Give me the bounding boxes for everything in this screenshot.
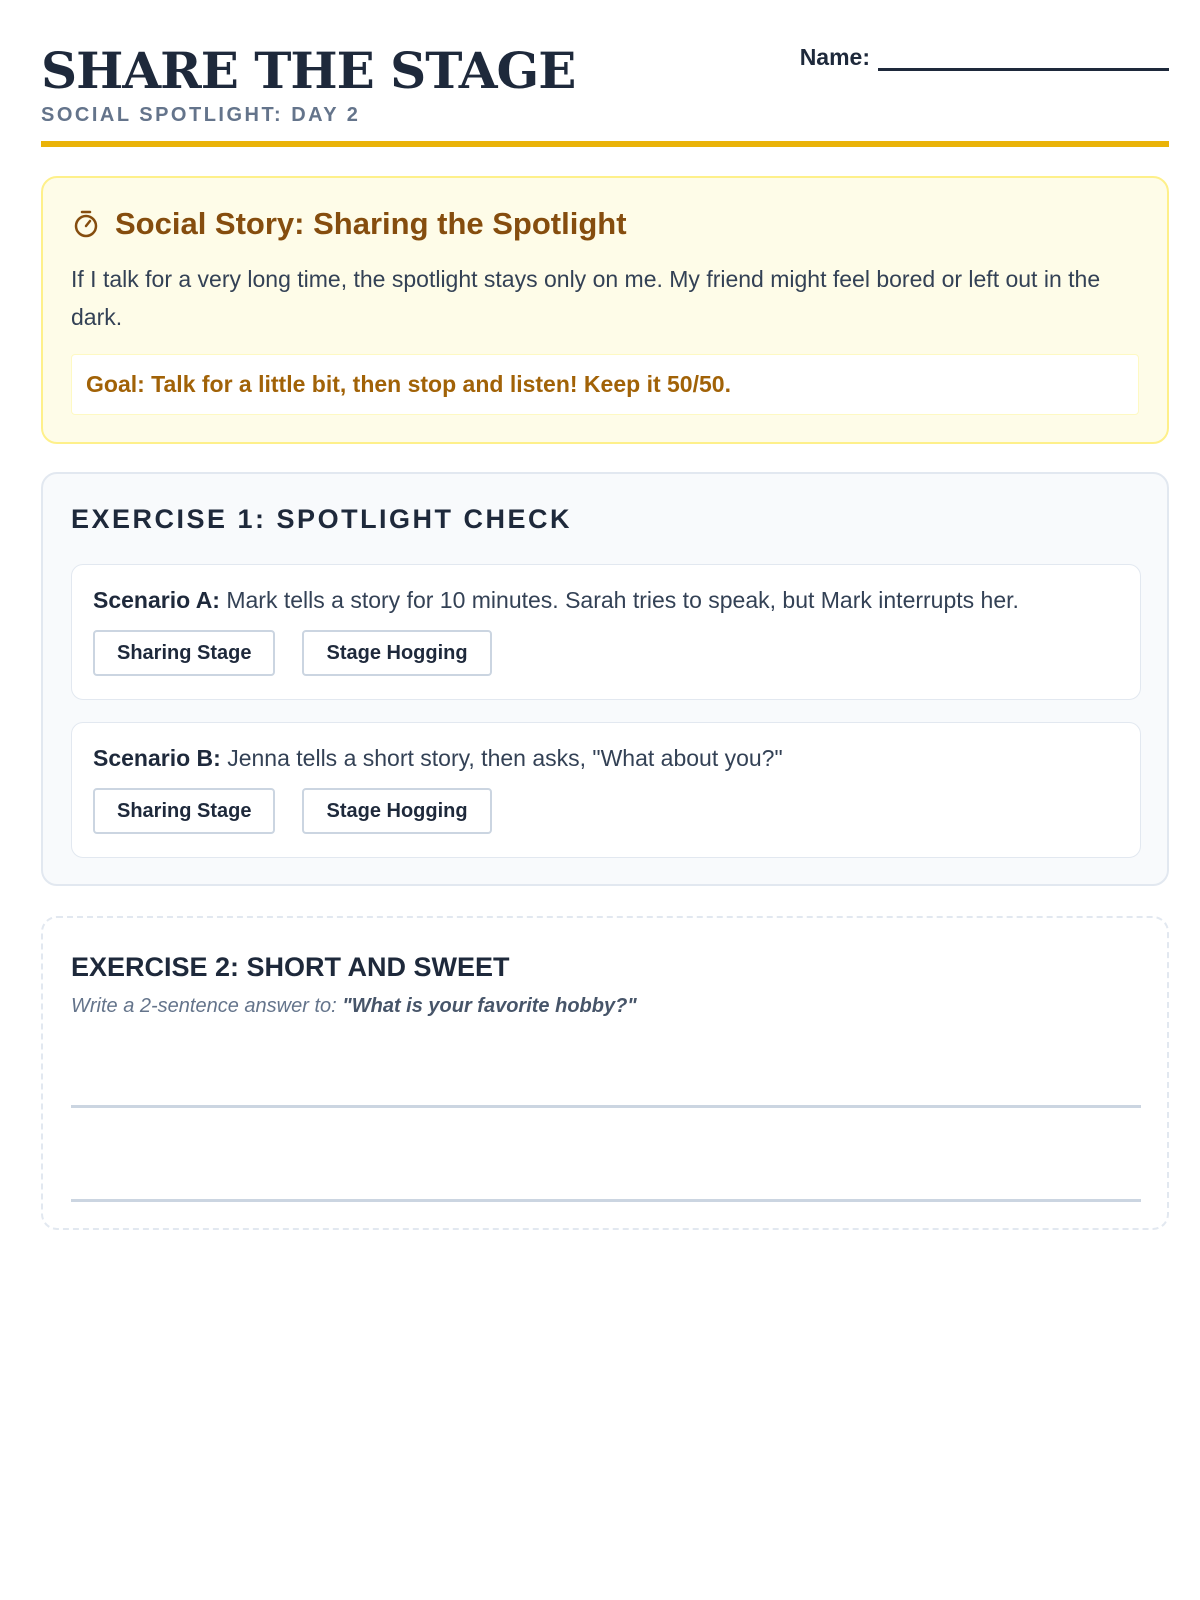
worksheet-header (41, 40, 1169, 148)
scenario-a-sharing-stage-button[interactable]: Sharing Stage (93, 630, 275, 676)
exercise-1-card (41, 472, 1169, 886)
scenario-a-description: Mark tells a story for 10 minutes. Sarah tries to speak, but Mark interrupts her. (226, 587, 1019, 613)
name-field[interactable] (878, 47, 1169, 71)
scenario-a-stage-hogging-button[interactable]: Stage Hogging (302, 630, 491, 676)
social-story-card (41, 176, 1169, 444)
exercise-2-title: EXERCISE 2: SHORT AND SWEET (71, 952, 510, 982)
exercise-2-prompt (71, 995, 1139, 1018)
scenario-a-label: Scenario A: (93, 587, 220, 613)
exercise-2-prompt-question: "What is your favorite hobby?" (342, 995, 637, 1017)
name-label: Name: (799, 44, 870, 70)
stopwatch-icon (71, 209, 101, 239)
scenario-a-options (93, 630, 1119, 676)
goal-callout: Goal: Talk for a little bit, then stop and listen! Keep it 50/50. (71, 354, 1139, 415)
name-area (800, 44, 1169, 71)
scenario-b-label: Scenario B: (93, 745, 221, 771)
answer-line-1[interactable] (71, 1105, 1141, 1108)
social-story-header (71, 206, 1139, 242)
header-divider (41, 141, 1169, 147)
exercise-2-card (41, 916, 1169, 1230)
exercise-2-prompt-lead: Write a 2-sentence answer to: (71, 995, 337, 1017)
page-title: SHARE THE STAGE (41, 41, 576, 100)
page-subtitle: SOCIAL SPOTLIGHT: DAY 2 (41, 104, 361, 126)
scenario-b-options (93, 788, 1119, 834)
scenario-a-text (93, 587, 1119, 614)
social-story-title: Social Story: Sharing the Spotlight (115, 206, 627, 241)
scenario-a-card (71, 564, 1141, 700)
scenario-b-card (71, 722, 1141, 858)
scenario-b-text (93, 745, 1119, 772)
exercise-1-title: EXERCISE 1: SPOTLIGHT CHECK (71, 504, 573, 534)
social-story-text: If I talk for a very long time, the spotlight stays only on me. My friend might feel bored or left out in the dark. (71, 266, 1101, 330)
scenario-b-sharing-stage-button[interactable]: Sharing Stage (93, 788, 275, 834)
scenario-b-description: Jenna tells a short story, then asks, "What about you?" (227, 745, 783, 771)
scenario-b-stage-hogging-button[interactable]: Stage Hogging (302, 788, 491, 834)
answer-line-2[interactable] (71, 1199, 1141, 1202)
